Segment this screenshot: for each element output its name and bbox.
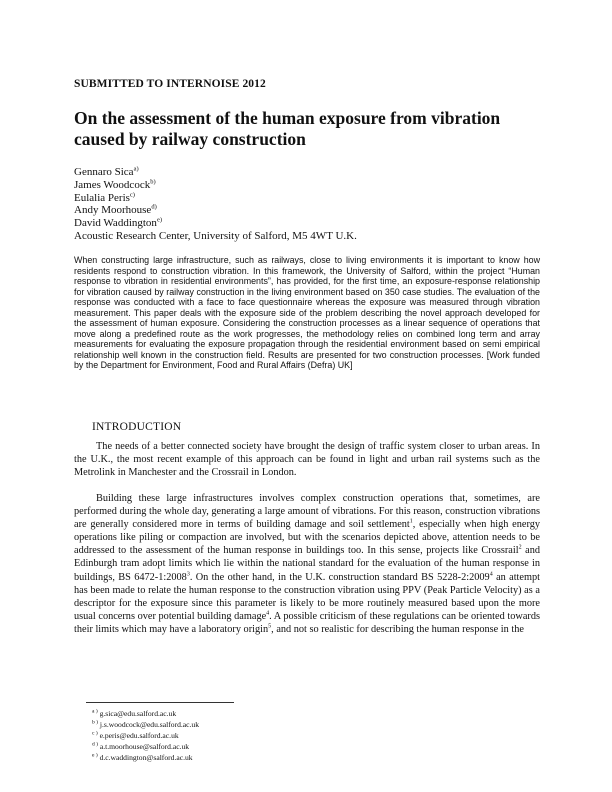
citation-ref: 4 [266, 610, 270, 617]
footnote-mark: a ) [92, 708, 98, 715]
citation-ref: 1 [409, 518, 413, 525]
paragraph-text: and Edinburgh tram adopt limits which lie within the national standard for the evaluation of the human response in buildings, BS 6472-1:2008 [74, 545, 540, 583]
paper-title: On the assessment of the human exposure from vibration caused by railway construction [74, 108, 501, 149]
footnote-divider [86, 702, 234, 703]
author-block [74, 166, 357, 243]
footnote-mark: b ) [92, 719, 98, 726]
paragraph-text: . A possible criticism of these regulations can be oriented towards their limits which may have a laboratory origin [74, 610, 540, 635]
footnote [92, 719, 199, 730]
author-name: Gennaro Sica [74, 166, 134, 178]
affiliation: Acoustic Research Center, University of Salford, M5 4WT U.K. [74, 229, 357, 242]
footnote-email: a.t.moorhouse@salford.ac.uk [99, 742, 190, 751]
author-line [74, 166, 357, 179]
citation-ref: 2 [518, 544, 522, 551]
paragraph-text: , and not so realistic for describing the human response in the [271, 623, 524, 635]
author-mark: a) [133, 165, 139, 173]
author-line [74, 192, 357, 205]
citation-ref: 3 [186, 571, 190, 578]
footnote [92, 708, 199, 719]
author-line [74, 179, 357, 192]
author-name: David Waddington [74, 217, 157, 230]
footnote-mark: e ) [92, 752, 98, 759]
footnote-mark: c ) [92, 730, 98, 737]
paragraph-text: . On the other hand, in the U.K. construction standard BS 5228-2:2009 [189, 571, 490, 583]
footnote-email: e.peris@edu.salford.ac.uk [99, 731, 179, 740]
author-mark: e) [156, 216, 162, 224]
author-mark: c) [129, 190, 135, 198]
citation-ref: 4 [489, 571, 493, 578]
citation-ref: 5 [268, 623, 272, 630]
paragraph-text: , especially when high energy operations like piling or compaction are involved, but with the scenarios depicted above, attention needs to be addressed to the assessment of the human response in buildings too. In this sense, projects like Crossrail [74, 519, 540, 557]
author-mark: b) [150, 178, 156, 186]
paragraph-text: Building these large infrastructures involves complex construction operations that, sometimes, are performed during the whole day, generating a large amount of vibrations. For this reason, construction vibrations are generally considered more in terms of building damage and soil settlement [74, 493, 540, 531]
author-name: Eulalia Peris [74, 191, 130, 204]
section-heading-introduction: INTRODUCTION [92, 421, 182, 433]
body-paragraph [74, 492, 540, 636]
footnote-mark: d ) [92, 741, 98, 748]
submission-header: SUBMITTED TO INTERNOISE 2012 [74, 78, 266, 90]
author-name: James Woodcock [74, 178, 151, 191]
paragraph-text: an attempt has been made to relate the human response to the construction vibration using PPV (Peak Particle Velocity) as a descriptor for the exposure since this parameter is likely to be more routinely measured based upon the more usual concerns over potential building damage [74, 571, 541, 622]
footnote [92, 752, 199, 763]
footnote [92, 741, 199, 752]
author-mark: d) [151, 203, 157, 211]
footnote [92, 730, 199, 741]
author-name: Andy Moorhouse [74, 204, 152, 217]
author-line [74, 204, 357, 217]
author-line [74, 217, 357, 230]
footnotes [92, 708, 199, 763]
footnote-email: g.sica@edu.salford.ac.uk [99, 709, 177, 718]
body-paragraph: The needs of a better connected society have brought the design of traffic system closer to urban areas. In the U.K., the most recent example of this approach can be found in light and urban rail systems such as the Metrolink in Manchester and the Crossrail in London. [74, 441, 540, 479]
footnote-email: j.s.woodcock@edu.salford.ac.uk [99, 720, 200, 729]
footnote-email: d.c.waddington@salford.ac.uk [99, 753, 193, 762]
abstract: When constructing large infrastructure, such as railways, close to living environments it is important to know how residents respond to construction vibration. In this framework, the University of Salford, within the project “Human response to vibration in residential environments”, has provided, for the first time, an exposure-response relationship for vibration caused by railway construction in the living environment based on 350 case studies. The evaluation of the response was conducted with a face to face questionnaire whereas the exposure was measured through vibration measurement. This paper deals with the exposure side of the problem describing the novel approach developed for the assessment of human exposure. Considering the construction processes as a linear sequence of operations that move along a predefined route as the work progresses, the methodology relies on combined long term and array measurements for evaluating the exposure propagation through the residential environment based on semi empirical relationship well known in the construction field. Results are presented for two construction processes. [Work funded by the Department for Environment, Food and Rural Affairs (Defra) UK] [74, 255, 540, 370]
